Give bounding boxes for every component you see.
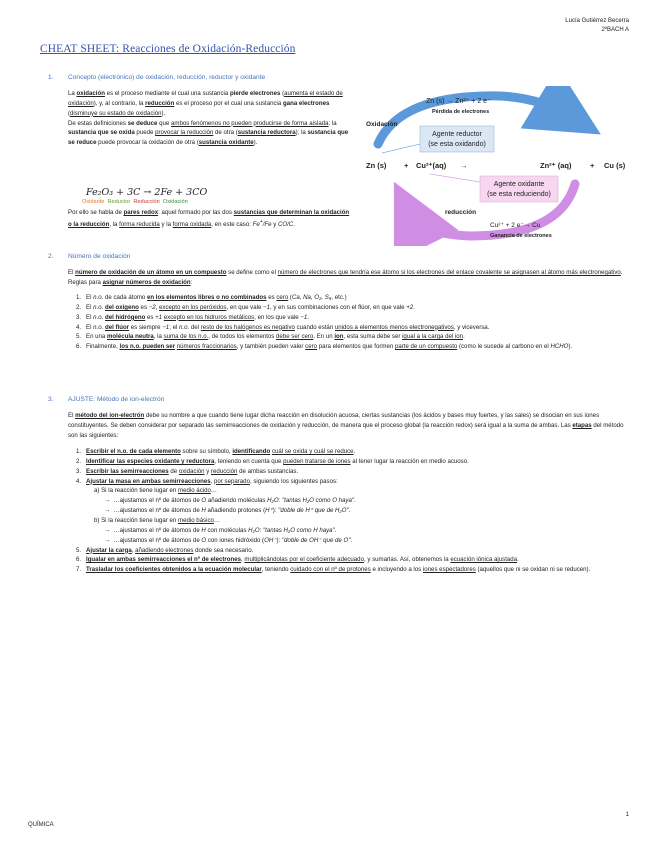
agent-reductor: Agente reductor [432,131,482,138]
plus-2: + [590,161,595,170]
oxidacion-label: Oxidación [366,121,398,128]
class-label: 2ºBACH A [601,26,629,33]
list-item: 6. Finalmente, los n.o. pueden ser números fraccionarios, y también pueden valer cero para elementos que formen parte de un compuesto (como le sucede al carbono en el HCHO). [76,343,573,351]
section-heading-2: 2. Número de oxidación [48,253,131,260]
top-reaction: Zn (s) → Zn²⁺ + 2 e⁻ [426,98,491,105]
redox-diagram [360,86,640,246]
reduccion-label: reducción [445,209,477,216]
agent-oxidante: Agente oxidante [493,181,545,188]
plus-1: + [404,161,409,170]
section-1-text-2: Por ello se habla de pares redox: aquel formado por las dos sustancias que determinan la oxidación o la reducción, la forma reducida y la forma oxidada, en este caso: Fe+/Fe y CO/C. [68,209,350,228]
equation-labels [82,198,188,207]
list-item: 5. Ajustar la carga, añadiendo electrones donde sea necesario. [76,546,254,554]
list-item: 4. El n.o. del flúor es siempre −1; el n.o. del resto de los halógenos es negativo cuando están unidos a elementos menos electronegativos, y viceversa. [76,323,490,331]
page-title: CHEAT SHEET: Reacciones de Oxidación-Reducción [40,43,296,55]
section-1-text: La oxidación es el proceso mediante el cual una sustancia pierde electrones (aumenta el estado de oxidación), y, al contrario, la reducción es el proceso por el cual una sustancia gana electrones (disminuye su estado de oxidación). De estas definiciones se deduce que ambos fenómenos no pueden producirse de forma aislada: la sustancia que se oxida puede provocar la reducción de otra (sustancia reductora); la sustancia que se reduce puede provocar la oxidación de otra (sustancia oxidante). [68,90,349,147]
agent-oxidante-sub: (se esta reduciendo) [487,191,551,198]
label-oxidacion: Oxidación [162,199,188,205]
list-item: 2. El n.o. del oxígeno es −2, excepto en los peróxidos, en que vale −1, y en sus combinaciones con el flúor, en que vale +2. [76,303,415,311]
ion-electron-steps-list [76,447,628,575]
agent-oxidante-box [480,176,558,202]
species-cu2: Cu²⁺(aq) [416,161,447,170]
list-item: 4. Ajustar la masa en ambas semirreacciones, por separado, siguiendo los siguientes pasos: a) Si la reacción tiene lugar en medio ácido… → …ajustamos el nº de átomos de O añadiendo moléculas H₂O: "tantas H₂O como O haya". → …ajustamos el nº de átomos de H añadiendo protones (H⁺): "doble de H⁺ que de H₂O". b) Si la reacción tiene lugar en medio básico… → …ajustamos el nº de átomos de H con moléculas H₂O: "tantas H₂O como H haya". → …ajustamos el nº de átomos de O con iones hidróxido (OH⁻): "doble de OH⁻ que de O". [76,477,356,544]
list-item: 7. Trasladar los coeficientes obtenidos a la ecuación molecular, teniendo cuidado con el nº de protones e incluyendo a los iones espectadores (aquellos que ni se oxidan ni se reducen). [76,566,591,574]
oxidation-rules-list [76,293,628,352]
list-item: 6. Igualar en ambas semirreacciones el nº de electrones, multiplicándolas por el coeficiente adecuado, y sumarlas. Así, obtenemos la ecuación iónica ajustada. [76,556,519,564]
label-reduccion: Reducción [133,199,160,205]
label-reductor: Reductor [107,199,131,205]
page-number: 1 [625,812,629,818]
species-zn2: Zn²⁺ (aq) [540,161,572,170]
bottom-caption: Ganancia de electrones [490,233,552,239]
agent-reductor-box [420,126,494,152]
section-heading-3: 3. AJUSTE: Método de ion-electrón [48,396,165,403]
section-2-text: El número de oxidación de un átomo en un compuesto se define como el número de electrones que tendría ese átomo si los electrones del enlace covalente se asignasen al átomo más electronegativo. Reglas para asignar números de oxidación: [68,269,623,286]
species-cu: Cu (s) [604,161,626,170]
agent-reductor-sub: (se esta oxidando) [428,141,486,148]
reaction-arrow: → [460,161,468,170]
species-zn: Zn (s) [366,161,387,170]
author-name: Lucía Gutiérrez Becerra [565,18,629,24]
section-3-text: El método del ion-electrón debe su nombre a que cuando tiene lugar dicha reacción en disolución acuosa, ciertas sustancias (los ácidos y bases muy fuertes, y las sales) se disocian en sus iones constituyentes. Se deben considerar por separado las semirreacciones de oxidación y reducción, de manera que el proceso global (la reacción redox) será igual a la suma de ambas. Las etapas del método son las siguientes: [68,412,624,439]
page-header [565,17,629,34]
list-item: 1. Escribir el n.o. de cada elemento sobre su símbolo, identificando cuál se oxida y cuál se reduce. [76,448,356,455]
top-caption: Pérdida de electrones [432,109,490,115]
label-oxidante: Oxidante [82,199,105,205]
footer-subject: QUÍMICA [28,822,54,828]
list-item: 5. En una molécula neutra, la suma de los n.o., de todos los elementos debe ser cero. En un ion, esta suma debe ser igual a la carga del ion. [76,333,465,341]
redox-equation: Fe₂O₃ + 3C → 2Fe + 3CO [86,187,208,198]
list-item: 3. El n.o. del hidrógeno es +1 excepto en los hidruros metálicos, en los que vale −1. [76,313,309,321]
list-item: 3. Escribir las semirreacciones de oxidación y reducción de ambas sustancias. [76,467,299,475]
bottom-reaction: Cu²⁺ + 2 e⁻→ Cu [490,222,541,229]
section-heading-1: 1. Concepto (electrónico) de oxidación, reducción, reductor y oxidante [48,74,266,81]
list-item: 2. Identificar las especies oxidante y reductora, teniendo en cuenta que pueden tratarse de iones al tener lugar la reacción en medio acuoso. [76,457,469,465]
list-item: 1. El n.o. de cada átomo en los elementos libres o no combinados es cero (Ca, Na, O₂, S₈, etc.) [76,294,347,301]
